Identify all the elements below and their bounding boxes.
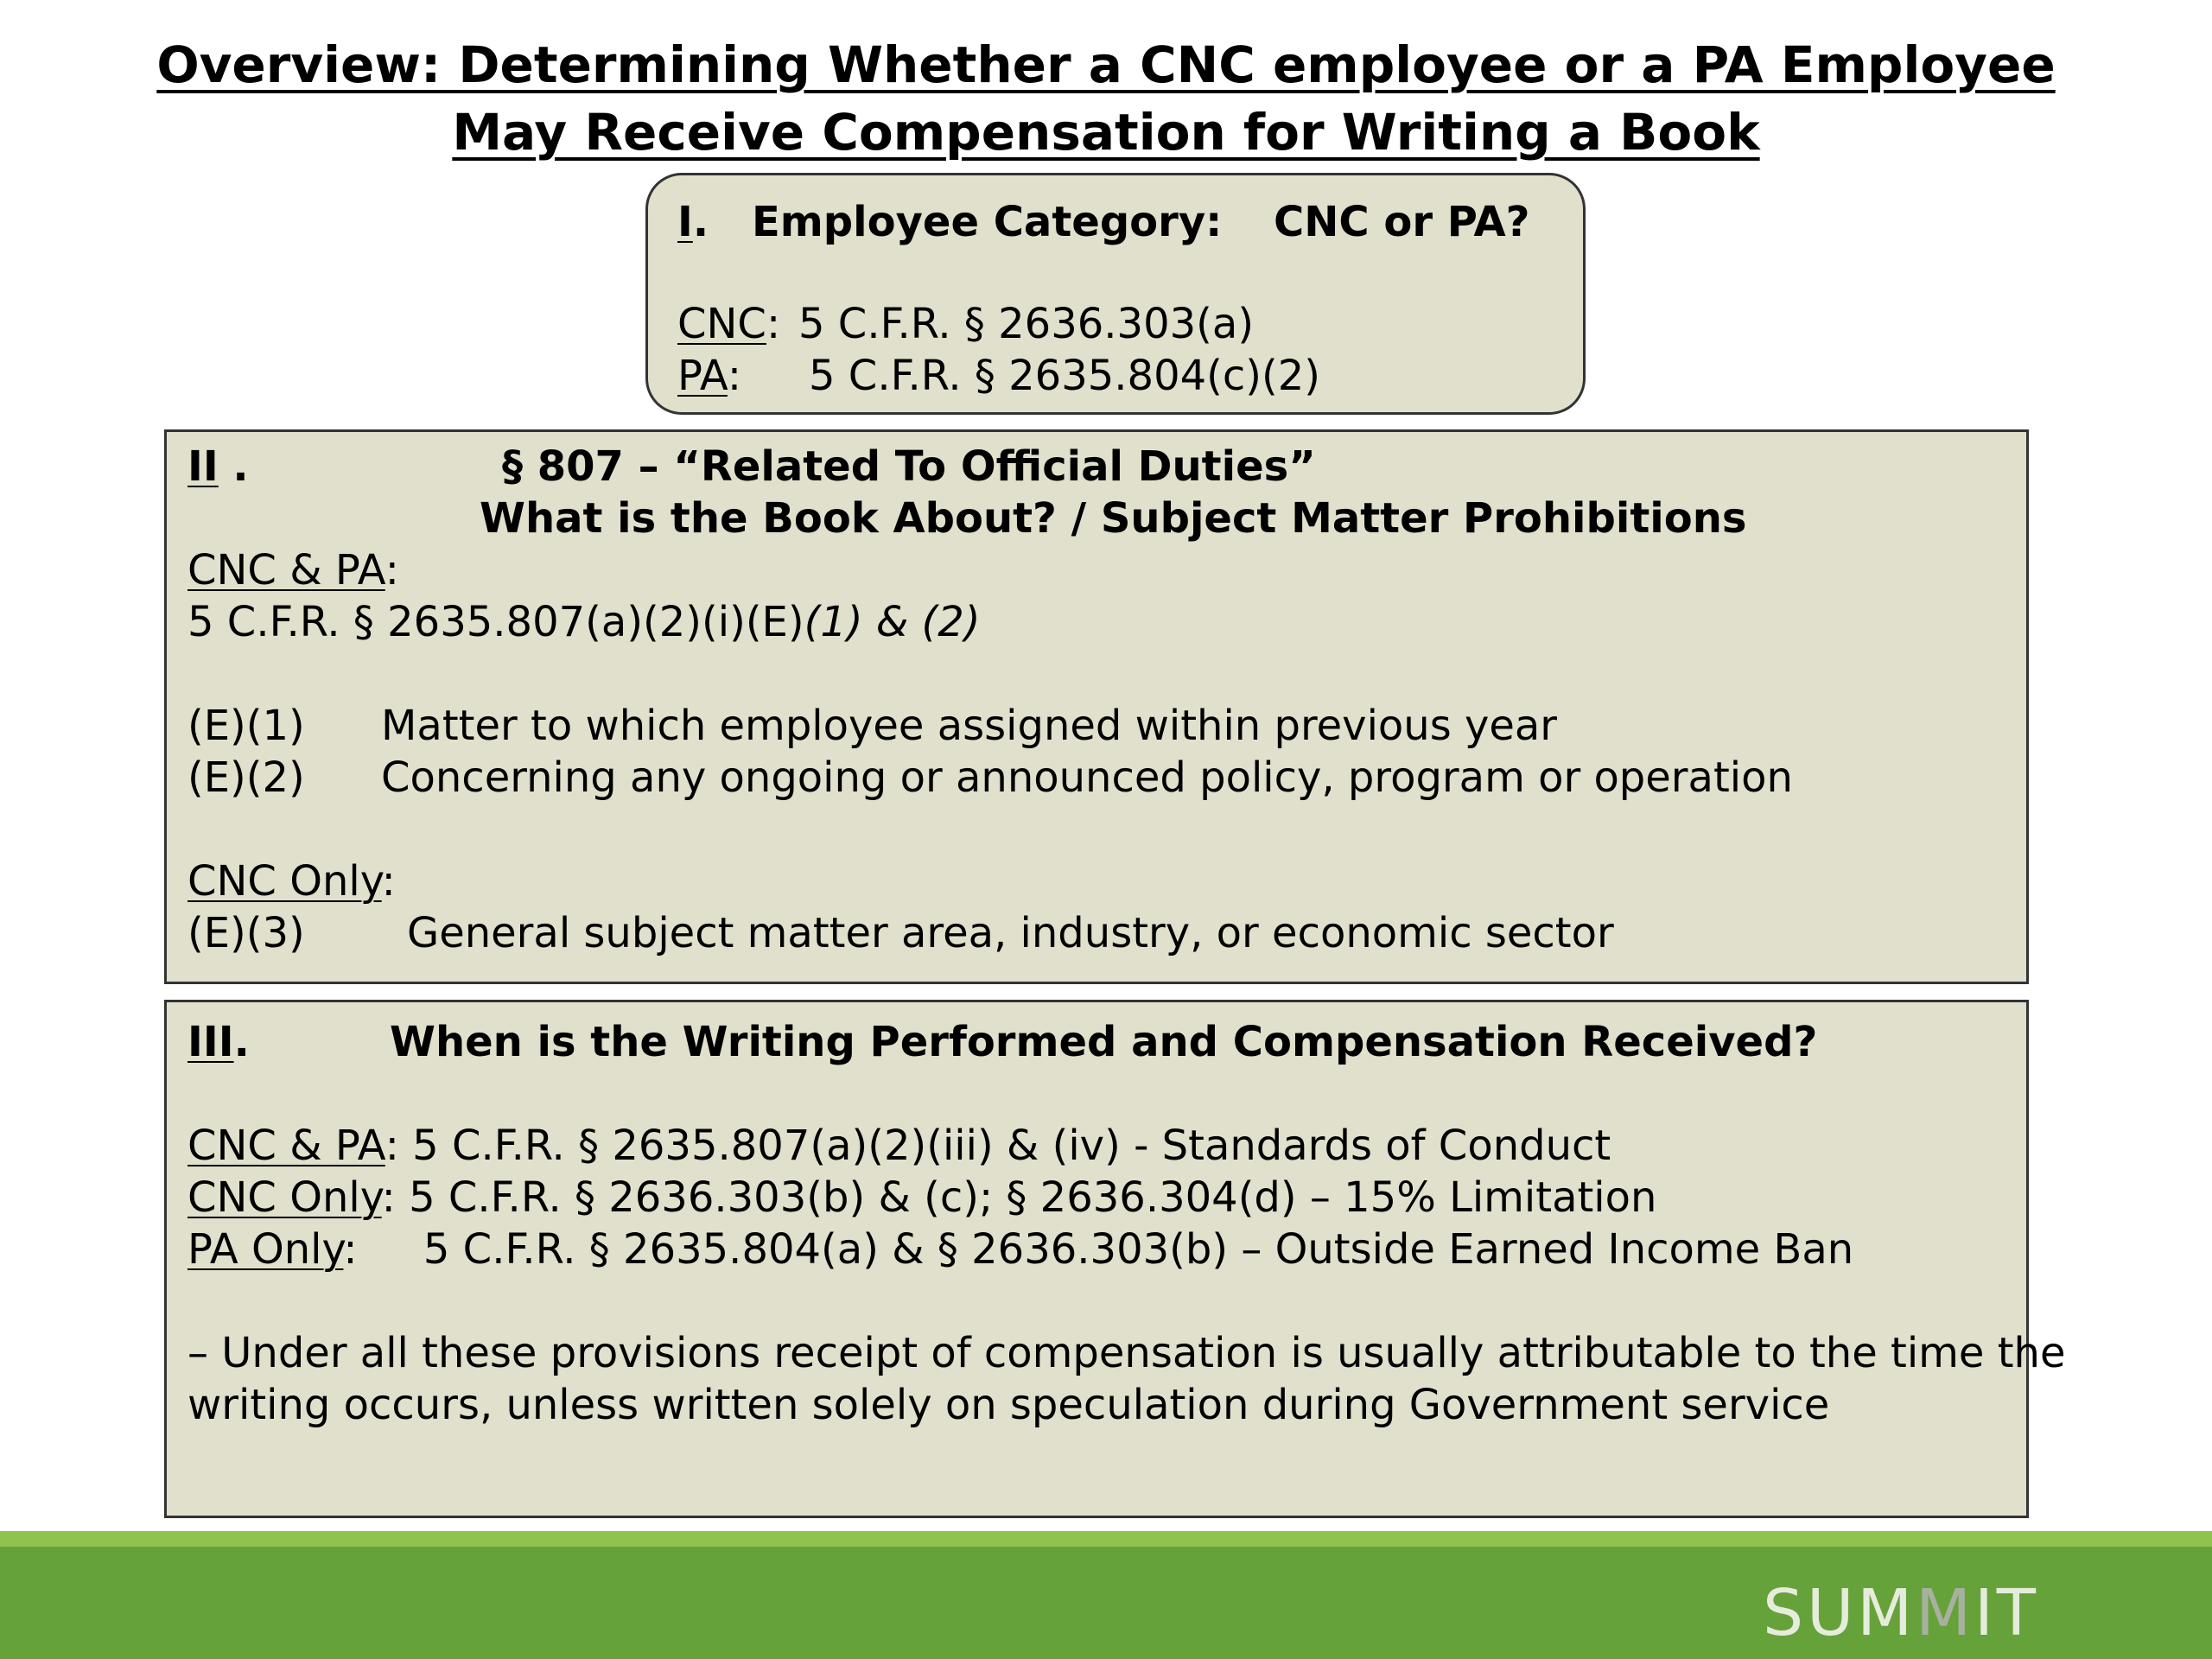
section2-cnc-item bbox=[188, 907, 1614, 959]
title-line-1: Overview: Determining Whether a CNC employee or a PA Employee bbox=[156, 35, 2056, 94]
section2-cnc-only-line: CNC Only: bbox=[188, 857, 396, 906]
subject-matter-box bbox=[164, 429, 2029, 984]
section2-item bbox=[188, 752, 1793, 804]
section1-row-label: CNC bbox=[677, 300, 766, 348]
section2-cnc-only-label: CNC Only bbox=[188, 857, 382, 906]
section1-row-cite: 5 C.F.R. § 2636.303(a) bbox=[798, 300, 1255, 348]
section1-row-sep: : bbox=[727, 352, 742, 400]
section3-heading-line bbox=[188, 1016, 1818, 1068]
section1-question: CNC or PA? bbox=[1274, 198, 1530, 246]
section2-both-cite-italic: (1) & (2) bbox=[804, 598, 981, 646]
section3-heading: When is the Writing Performed and Compensation Received? bbox=[390, 1018, 1818, 1066]
section2-numeral-line bbox=[188, 441, 249, 493]
section3-note-line-1: – Under all these provisions receipt of compensation is usually attributable to the time the bbox=[188, 1329, 2066, 1377]
section1-row-pa bbox=[677, 350, 1321, 402]
section3-row bbox=[188, 1172, 1656, 1224]
item-code: (E)(1) bbox=[188, 702, 305, 750]
section3-row-label: CNC Only bbox=[188, 1173, 382, 1222]
section1-heading-text: Employee Category: bbox=[752, 198, 1223, 246]
section3-row-label: CNC & PA bbox=[188, 1122, 385, 1170]
section3-row-text: : 5 C.F.R. § 2635.804(a) & § 2636.303(b) – Outside Earned Income Ban bbox=[343, 1225, 1854, 1274]
section1-row-label: PA bbox=[677, 352, 728, 400]
section2-both-cite: 5 C.F.R. § 2635.807(a)(2)(i)(E) bbox=[188, 598, 804, 646]
section1-heading bbox=[677, 196, 1530, 248]
section3-row bbox=[188, 1120, 1611, 1172]
page-title bbox=[0, 31, 2212, 166]
section2-numeral: II bbox=[188, 442, 219, 491]
section3-numeral-suffix: . bbox=[233, 1018, 250, 1066]
item-code: (E)(2) bbox=[188, 753, 305, 802]
section2-heading-1: § 807 – “Related To Official Duties” bbox=[502, 442, 1316, 491]
section2-both-cite-line bbox=[188, 596, 981, 648]
timing-box bbox=[164, 1000, 2066, 1518]
section3-row-text: : 5 C.F.R. § 2635.807(a)(2)(iii) & (iv) - Standards of Conduct bbox=[385, 1122, 1611, 1170]
section1-row-cnc bbox=[677, 298, 1255, 350]
section3-numeral: III bbox=[188, 1018, 234, 1066]
footer-bar bbox=[0, 1531, 2212, 1659]
section3-row bbox=[188, 1224, 1853, 1275]
logo-part-b: M bbox=[1916, 1576, 1974, 1650]
section3-note-line-2: writing occurs, unless written solely on speculation during Government service bbox=[188, 1381, 1830, 1429]
footer-accent-stripe bbox=[0, 1531, 2212, 1547]
summit-logo bbox=[1763, 1576, 2039, 1650]
section2-both-label: CNC & PA bbox=[188, 546, 385, 594]
section3-row-label: PA Only bbox=[188, 1225, 344, 1274]
section2-heading-2: What is the Book About? / Subject Matter Prohibitions bbox=[480, 494, 1747, 543]
section2-item bbox=[188, 700, 1558, 752]
section2-numeral-suffix: . bbox=[218, 442, 249, 491]
item-text: Matter to which employee assigned within previous year bbox=[381, 702, 1558, 750]
section1-numeral-suffix: . bbox=[692, 198, 709, 246]
logo-part-a: SUM bbox=[1763, 1576, 1916, 1650]
section2-both-label-line: CNC & PA: bbox=[188, 546, 399, 594]
logo-part-c: IT bbox=[1974, 1576, 2039, 1650]
section1-row-cite: 5 C.F.R. § 2635.804(c)(2) bbox=[809, 352, 1321, 400]
employee-category-box bbox=[645, 173, 1586, 415]
item-code: (E)(3) bbox=[188, 909, 305, 957]
item-text: Concerning any ongoing or announced policy, program or operation bbox=[381, 753, 1793, 802]
section1-row-sep: : bbox=[766, 300, 781, 348]
item-text: General subject matter area, industry, or economic sector bbox=[407, 909, 1614, 957]
section1-numeral: I bbox=[677, 198, 693, 246]
section3-row-text: : 5 C.F.R. § 2636.303(b) & (c); § 2636.304(d) – 15% Limitation bbox=[381, 1173, 1657, 1222]
title-line-2: May Receive Compensation for Writing a Book bbox=[452, 103, 1760, 162]
